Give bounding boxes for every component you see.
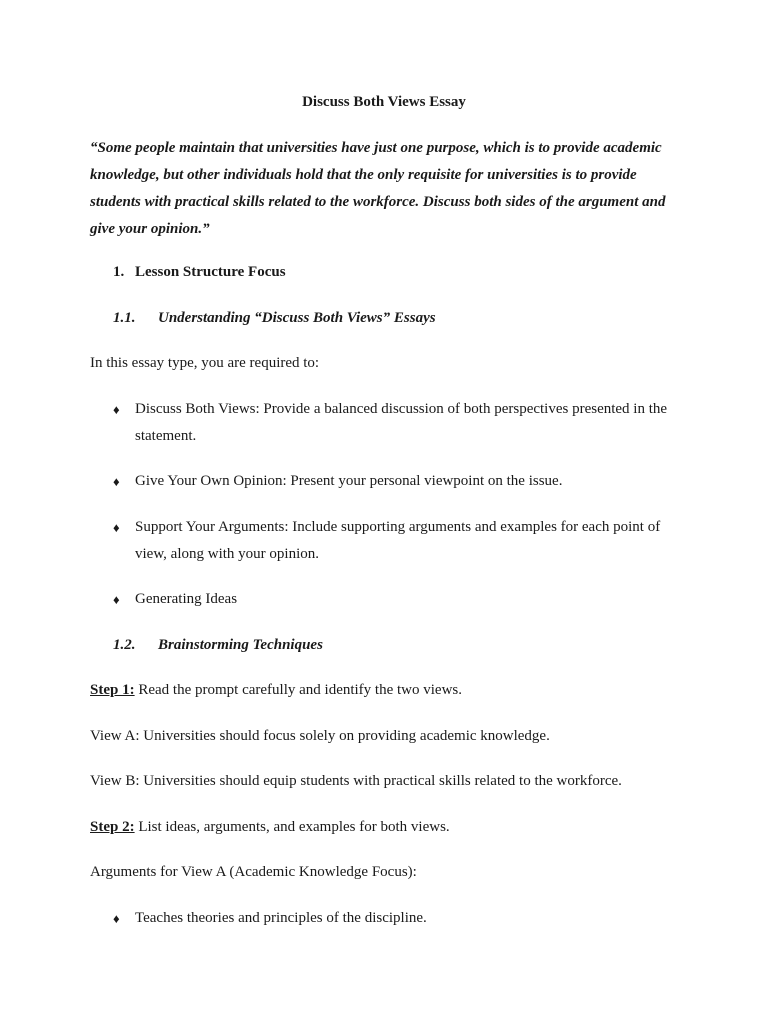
list-item xyxy=(113,468,678,495)
list-item-text: Give Your Own Opinion: Present your personal viewpoint on the issue. xyxy=(135,473,563,489)
arguments-heading: Arguments for View A (Academic Knowledge Focus): xyxy=(90,864,417,880)
step-text: Read the prompt carefully and identify the two views. xyxy=(134,682,463,698)
subsection-number: 1.2. xyxy=(113,637,136,653)
step-1-paragraph xyxy=(90,677,680,704)
subsection-title: Brainstorming Techniques xyxy=(158,637,323,653)
list-item-text: Teaches theories and principles of the discipline. xyxy=(135,910,427,926)
list-item xyxy=(113,586,678,613)
view-b-paragraph: View B: Universities should equip students with practical skills related to the workforce. xyxy=(90,773,622,789)
diamond-bullet-icon: ♦ xyxy=(113,402,120,417)
diamond-bullet-icon: ♦ xyxy=(113,592,120,607)
list-item xyxy=(113,514,678,568)
intro-paragraph: In this essay type, you are required to: xyxy=(90,355,320,371)
section-heading-1 xyxy=(113,259,703,286)
step-text: List ideas, arguments, and examples for both views. xyxy=(134,819,450,835)
list-item xyxy=(113,396,678,450)
essay-prompt: “Some people maintain that universities have just one purpose, which is to provide academic knowledge, but other individuals hold that the only requisite for universities is to provide students with practical skills related to the workforce. Discuss both sides of the argument and give your opinion.” xyxy=(90,140,666,237)
subsection-heading-1-2 xyxy=(113,632,703,659)
diamond-bullet-icon: ♦ xyxy=(113,520,120,535)
list-item-text: Discuss Both Views: Provide a balanced discussion of both perspectives presented in the statement. xyxy=(135,401,668,444)
step-2-paragraph xyxy=(90,814,680,841)
view-a-paragraph: View A: Universities should focus solely on providing academic knowledge. xyxy=(90,728,550,744)
step-label: Step 2: xyxy=(90,819,135,835)
section-number: 1. xyxy=(113,264,125,280)
list-item-text: Generating Ideas xyxy=(135,591,238,607)
subsection-number: 1.1. xyxy=(113,310,136,326)
diamond-bullet-icon: ♦ xyxy=(113,474,120,489)
section-title: Lesson Structure Focus xyxy=(135,264,286,280)
subsection-heading-1-1 xyxy=(113,305,703,332)
subsection-title: Understanding “Discuss Both Views” Essays xyxy=(158,310,436,326)
list-item xyxy=(113,905,678,932)
document-title: Discuss Both Views Essay xyxy=(302,94,466,110)
diamond-bullet-icon: ♦ xyxy=(113,911,120,926)
step-label: Step 1: xyxy=(90,682,135,698)
list-item-text: Support Your Arguments: Include supporting arguments and examples for each point of view, along with your opinion. xyxy=(135,519,661,562)
